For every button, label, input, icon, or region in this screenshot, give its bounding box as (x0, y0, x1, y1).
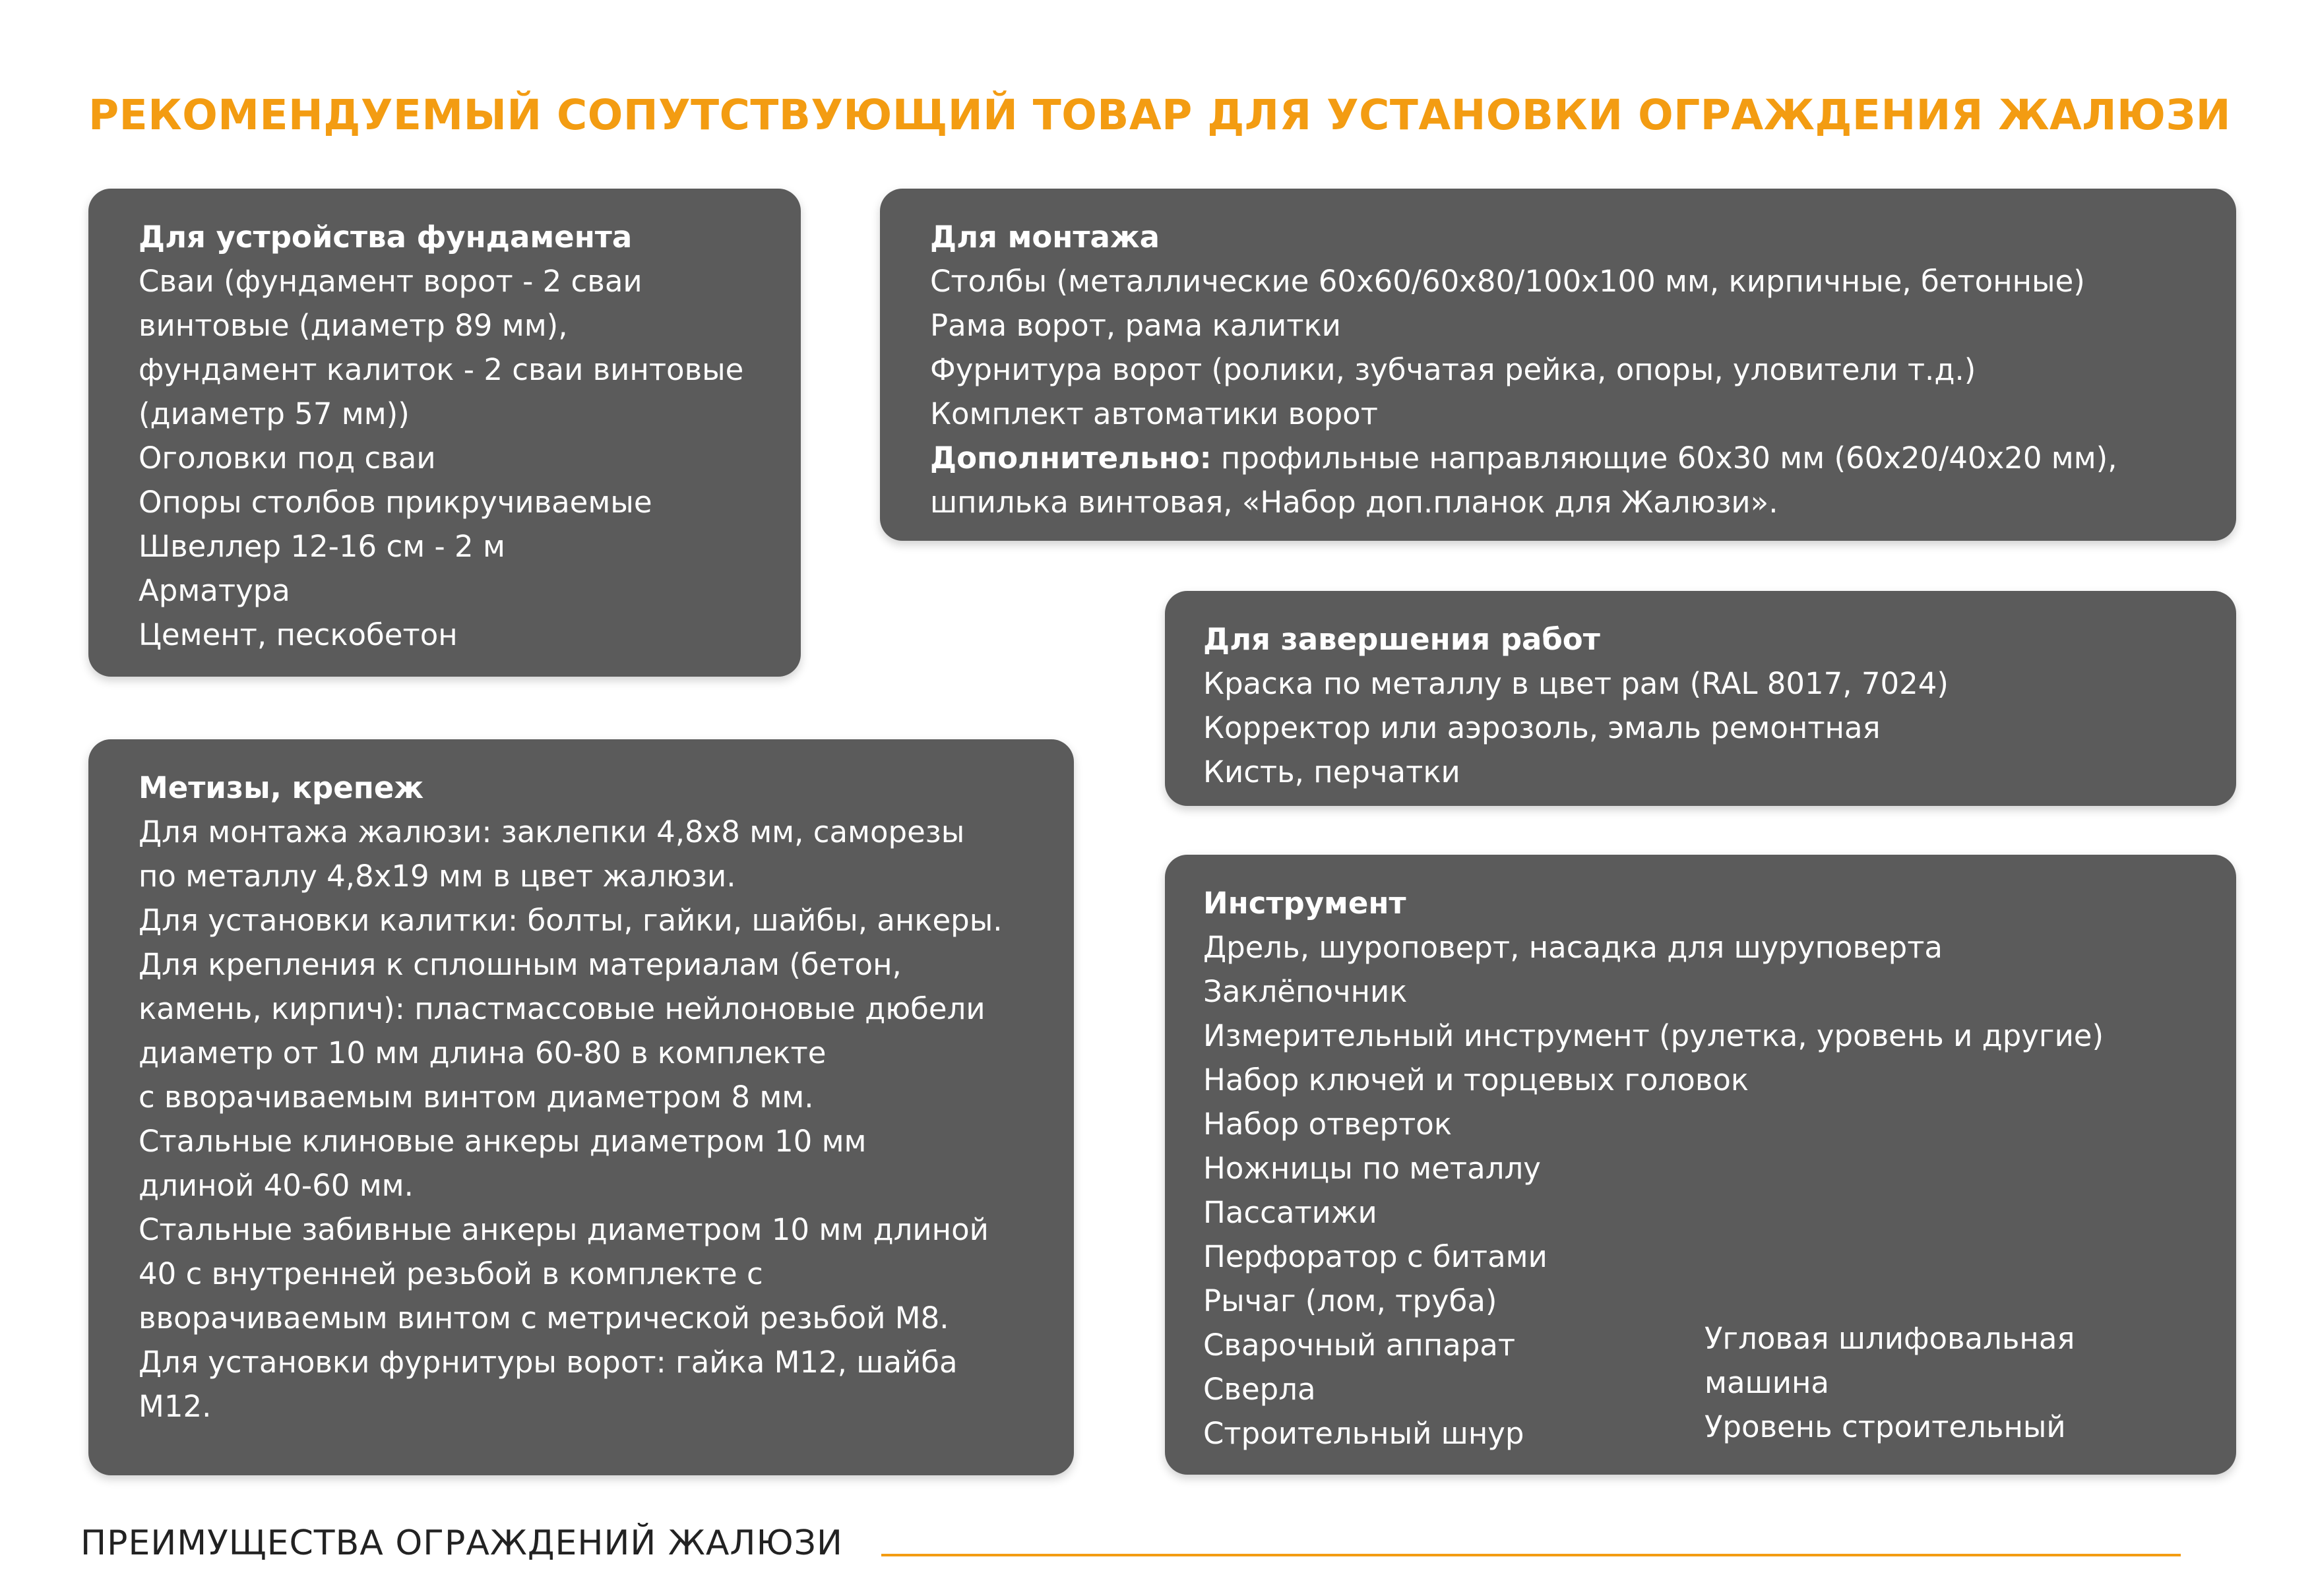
list-item: вворачиваемым винтом с метрической резьбой М8. (139, 1301, 949, 1335)
list-item: шпилька винтовая, «Набор доп.планок для Жалюзи». (930, 485, 1778, 520)
list-item: машина (1704, 1365, 1829, 1400)
list-item: Для установки калитки: болты, гайки, шайбы, анкеры. (139, 903, 1003, 938)
list-item: М12. (139, 1389, 212, 1424)
list-item: диаметр от 10 мм длина 60-80 в комплекте (139, 1035, 827, 1070)
list-item: Стальные забивные анкеры диаметром 10 мм длиной (139, 1212, 989, 1247)
list-item: Опоры столбов прикручиваемые (139, 485, 652, 520)
extra-text: профильные направляющие 60х30 мм (60х20/40х20 мм), (1211, 441, 2117, 476)
extra-label: Дополнительно: (930, 441, 1212, 476)
list-item: Угловая шлифовальная (1704, 1321, 2075, 1356)
list-item: Рама ворот, рама калитки (930, 308, 1341, 343)
list-item: Перфоратор с битами (1203, 1239, 1548, 1274)
list-item: длиной 40-60 мм. (139, 1168, 414, 1203)
footer-title: ПРЕИМУЩЕСТВА ОГРАЖДЕНИЙ ЖАЛЮЗИ (80, 1523, 843, 1563)
list-item: Заклёпочник (1203, 974, 1408, 1009)
list-item: Набор ключей и торцевых головок (1203, 1062, 1749, 1097)
list-item: Ножницы по металлу (1203, 1151, 1541, 1186)
list-item: с вворачиваемым винтом диаметром 8 мм. (139, 1080, 814, 1115)
list-item: Уровень строительный (1704, 1409, 2066, 1444)
list-item: Столбы (металлические 60х60/60х80/100х100 мм, кирпичные, бетонные) (930, 264, 2085, 299)
card-finishing (1165, 591, 2236, 806)
list-item: по металлу 4,8х19 мм в цвет жалюзи. (139, 859, 736, 894)
list-item: Стальные клиновые анкеры диаметром 10 мм (139, 1124, 867, 1159)
list-item: Сверла (1203, 1372, 1316, 1407)
card-foundation (88, 189, 801, 677)
list-item: Швеллер 12-16 см - 2 м (139, 529, 505, 564)
card-heading: Для устройства фундамента (139, 220, 633, 255)
list-item: Кисть, перчатки (1203, 754, 1460, 789)
card-heading: Инструмент (1203, 886, 1406, 921)
list-item-extra (930, 436, 2208, 480)
card-fasteners (88, 739, 1074, 1475)
card-heading: Метизы, крепеж (139, 770, 424, 805)
card-heading: Для монтажа (930, 220, 1160, 255)
tools-second-column (1704, 1316, 2166, 1449)
list-item: Комплект автоматики ворот (930, 396, 1378, 431)
list-item: Для крепления к сплошным материалам (бетон, (139, 947, 902, 982)
card-montage (880, 189, 2236, 541)
list-item: Измерительный инструмент (рулетка, уровень и другие) (1203, 1018, 2104, 1053)
list-item: винтовые (диаметр 89 мм), (139, 308, 568, 343)
list-item: Сваи (фундамент ворот - 2 сваи (139, 264, 642, 299)
list-item: 40 с внутренней резьбой в комплекте с (139, 1256, 763, 1291)
list-item: Дрель, шуроповерт, насадка для шуруповерта (1203, 930, 1943, 965)
list-item: Рычаг (лом, труба) (1203, 1283, 1497, 1318)
footer-divider (881, 1554, 2181, 1556)
list-item: Краска по металлу в цвет рам (RAL 8017, 7024) (1203, 666, 1949, 701)
list-item: Цемент, пескобетон (139, 617, 458, 652)
card-heading: Для завершения работ (1203, 622, 1600, 657)
list-item: Сварочный аппарат (1203, 1328, 1516, 1363)
page-title: РЕКОМЕНДУЕМЫЙ СОПУТСТВУЮЩИЙ ТОВАР ДЛЯ УСТАНОВКИ ОГРАЖДЕНИЯ ЖАЛЮЗИ (88, 91, 2231, 139)
list-item: Пассатижи (1203, 1195, 1377, 1230)
list-item: Корректор или аэрозоль, эмаль ремонтная (1203, 710, 1881, 745)
list-item: Набор отверток (1203, 1107, 1453, 1142)
list-item: Для установки фурнитуры ворот: гайка М12, шайба (139, 1345, 958, 1380)
list-item: Арматура (139, 573, 290, 608)
list-item: фундамент калиток - 2 сваи винтовые (139, 352, 744, 387)
list-item: Фурнитура ворот (ролики, зубчатая рейка, опоры, уловители т.д.) (930, 352, 1976, 387)
list-item: Строительный шнур (1203, 1416, 1524, 1451)
list-item: Оголовки под сваи (139, 441, 436, 476)
list-item: (диаметр 57 мм)) (139, 396, 410, 431)
card-tools (1165, 855, 2236, 1475)
list-item: Для монтажа жалюзи: заклепки 4,8х8 мм, саморезы (139, 814, 965, 849)
list-item: камень, кирпич): пластмассовые нейлоновые дюбели (139, 991, 985, 1026)
